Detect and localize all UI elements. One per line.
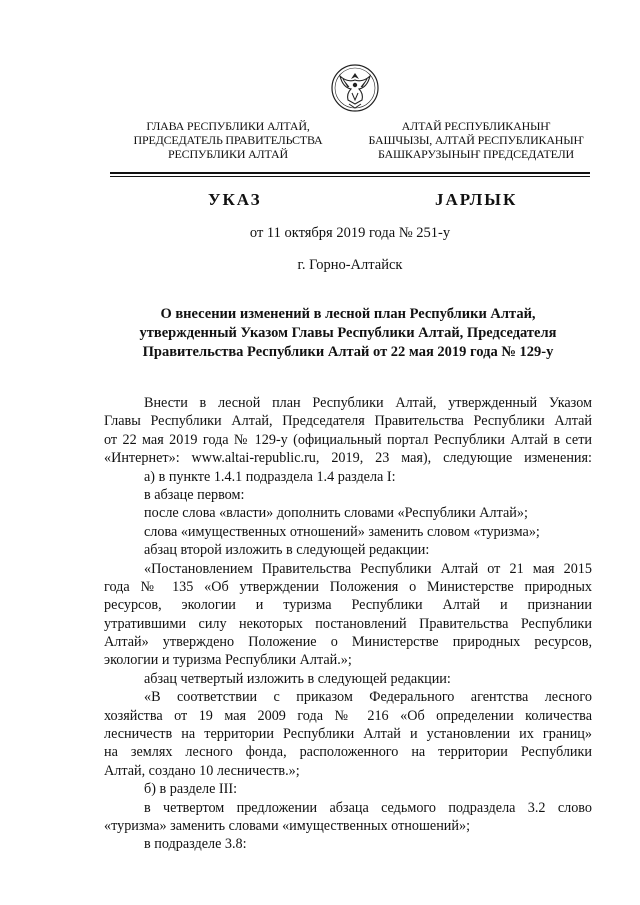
header-left-line: ГЛАВА РЕСПУБЛИКИ АЛТАЙ, <box>146 119 310 133</box>
body-line: абзац второй изложить в следующей редакции: <box>144 542 430 559</box>
header-right-line: БАШЧЫЗЫ, АЛТАЙ РЕСПУБЛИКАНЫҤ <box>368 133 584 147</box>
decree-city: г. Горно-Алтайск <box>297 257 403 273</box>
title-line: О внесении изменений в лесной план Республики Алтай, <box>160 306 536 322</box>
body-line: Алтай» утверждено Положение о Министерстве природных ресурсов, <box>104 634 592 651</box>
decree-date-number: от 11 октября 2019 года № 251-у <box>249 225 451 241</box>
body-line: экологии и туризма Республики Алтай.»; <box>104 652 352 669</box>
coat-of-arms-emblem <box>330 60 380 116</box>
decree-body <box>104 394 592 854</box>
title-line: утвержденный Указом Главы Республики Алтай, Председателя <box>139 325 557 341</box>
body-line: ресурсов, экологии и туризма Республики Алтай и признании <box>104 597 592 614</box>
body-line: б) в разделе III: <box>144 781 238 798</box>
header-right-line: БАШКАРУЗЫНЫҤ ПРЕДСЕДАТЕЛИ <box>378 147 574 161</box>
decree-title <box>104 305 592 362</box>
body-line: от 22 мая 2019 года № 129-у (официальный портал Республики Алтай в сети <box>104 431 592 448</box>
body-line: Главы Республики Алтай, Председателя Правительства Республики Алтай <box>104 413 592 430</box>
header-rule-thick <box>110 172 590 174</box>
body-line: года № 135 «Об утверждении Положения о Министерстве природных <box>104 578 592 595</box>
header-left-russian <box>118 119 338 161</box>
body-line: хозяйства от 19 мая 2009 года № 216 «Об определении количества <box>104 707 592 724</box>
body-line: абзац четвертый изложить в следующей редакции: <box>144 670 451 687</box>
body-line: в абзаце первом: <box>144 486 245 503</box>
body-line: утратившими силу некоторых постановлений Правительства Республики <box>104 615 592 632</box>
body-line: Алтай, создано 10 лесничеств.»; <box>104 762 300 779</box>
title-line: Правительства Республики Алтай от 22 мая 2019 года № 129-у <box>142 344 554 360</box>
body-line: «туризма» заменить словами «имущественных отношений»; <box>104 817 471 834</box>
body-line: «Интернет»: www.altai-republic.ru, 2019, 23 мая), следующие изменения: <box>104 450 592 467</box>
body-line: на землях лесного фонда, расположенного на территории Республики <box>104 744 592 761</box>
header-right-line: АЛТАЙ РЕСПУБЛИКАНЫҤ <box>401 119 551 133</box>
body-line: Внести в лесной план Республики Алтай, утвержденный Указом <box>144 395 592 411</box>
body-line: слова «имущественных отношений» заменить словом «туризма»; <box>144 523 540 540</box>
header-rule-thin <box>110 176 590 177</box>
body-line: «В соответствии с приказом Федерального агентства лесного <box>144 689 592 706</box>
body-line: после слова «власти» дополнить словами «Республики Алтай»; <box>144 505 528 522</box>
body-line: лесничеств на территории Республики Алтай и установлении их границ» <box>104 726 592 743</box>
doc-type-russian: УКАЗ <box>208 190 262 209</box>
header-right-altai <box>356 119 596 161</box>
header-left-line: ПРЕДСЕДАТЕЛЬ ПРАВИТЕЛЬСТВА <box>133 133 323 147</box>
body-line: в четвертом предложении абзаца седьмого подраздела 3.2 слово <box>144 799 592 816</box>
doc-type-altai: ЈАРЛЫК <box>435 190 518 209</box>
body-line: а) в пункте 1.4.1 подраздела 1.4 раздела I: <box>144 468 396 485</box>
body-line: в подразделе 3.8: <box>144 836 247 853</box>
header-left-line: РЕСПУБЛИКИ АЛТАЙ <box>168 147 288 161</box>
body-line: «Постановлением Правительства Республики Алтай от 21 мая 2015 <box>144 560 592 577</box>
